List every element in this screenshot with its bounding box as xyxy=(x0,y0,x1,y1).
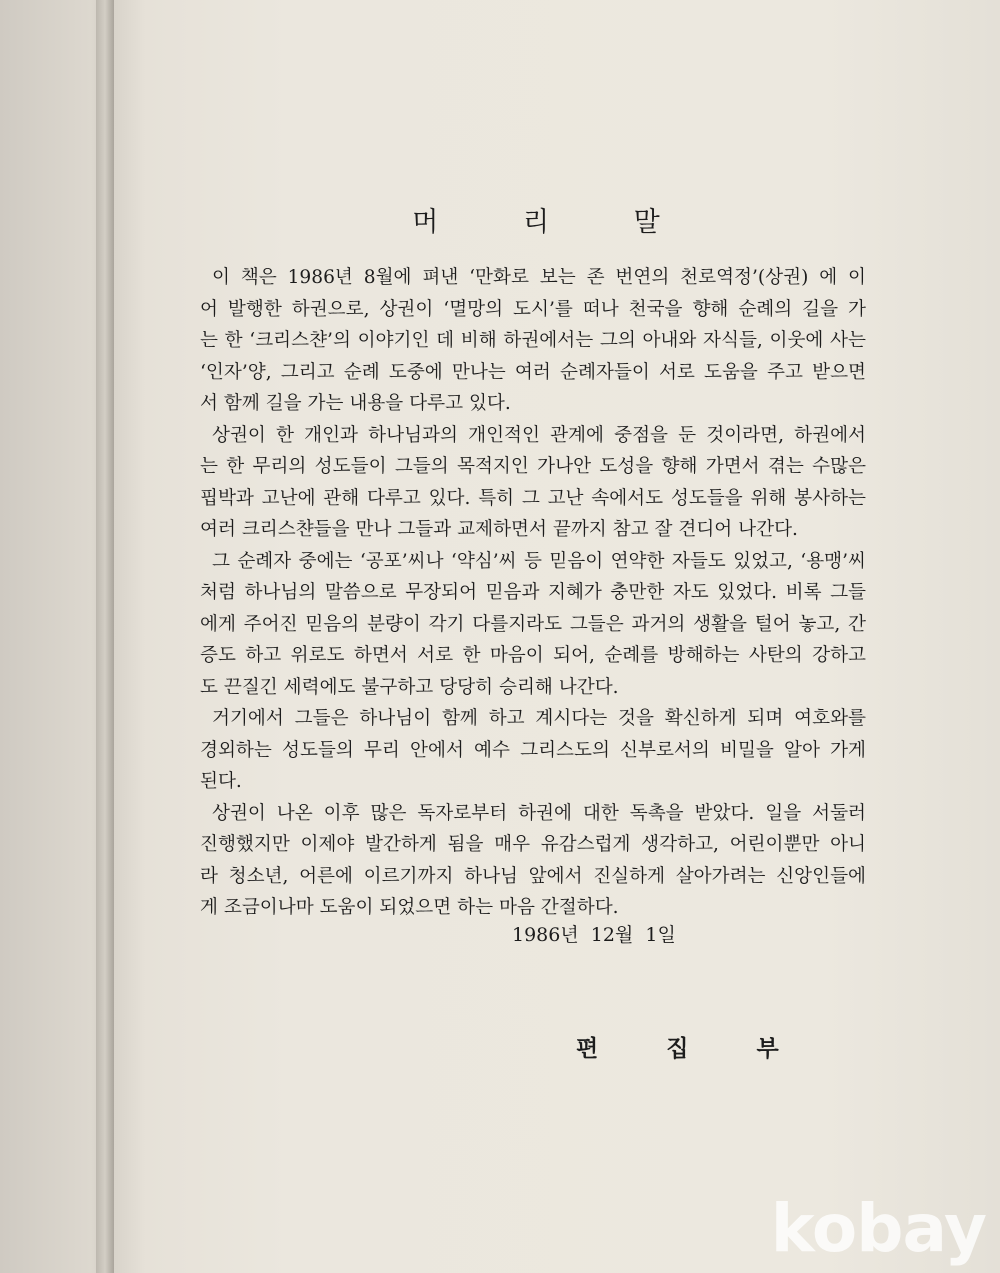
text-line: 거기에서 그들은 하나님이 함께 하고 계시다는 것을 확신하게 되며 여호와를 xyxy=(212,708,866,729)
text-line: ‘인자’양, 그리고 순례 도중에 만나는 여러 순례자들이 서로 도움을 주고 받으면 xyxy=(200,361,866,383)
text-line: 여러 크리스챤들을 만나 그들과 교제하면서 끝까지 참고 잘 견디어 나간다. xyxy=(200,519,798,540)
text-line: 그 순례자 중에는 ‘공포’씨나 ‘약심’씨 등 믿음이 연약한 자들도 있었고, ‘용맹’씨 xyxy=(212,550,866,572)
editor-signature: 편 집 부 xyxy=(576,1035,809,1062)
text-line: 된다. xyxy=(200,771,242,792)
text-line: 게 조금이나마 도움이 되었으면 하는 마음 간절하다. xyxy=(200,897,619,918)
text-line: 경외하는 성도들의 무리 안에서 예수 그리스도의 신부로서의 비밀을 알아 가게 xyxy=(200,739,866,761)
text-line: 도 끈질긴 세력에도 불구하고 당당히 승리해 나간다. xyxy=(200,676,619,698)
text-line: 진행했지만 이제야 발간하게 됨을 매우 유감스럽게 생각하고, 어린이뿐만 아니 xyxy=(200,834,866,855)
text-line: 에게 주어진 믿음의 분량이 각기 다를지라도 그들은 과거의 생활을 털어 놓고, 간 xyxy=(200,613,866,635)
kobay-watermark: kobay xyxy=(770,1190,986,1267)
text-line: 라 청소년, 어른에 이르기까지 하나님 앞에서 진실하게 살아가려는 신앙인들에 xyxy=(200,865,866,887)
text-line: 서 함께 길을 가는 내용을 다루고 있다. xyxy=(200,393,511,414)
text-line: 상권이 나온 이후 많은 독자로부터 하권에 대한 독촉을 받았다. 일을 서둘러 xyxy=(212,802,866,824)
page-gutter xyxy=(96,0,114,1273)
text-line: 이 책은 1986년 8월에 펴낸 ‘만화로 보는 존 번연의 천로역정’(상권) 에 이 xyxy=(212,267,866,288)
preface-heading: 머 리 말 xyxy=(412,207,698,238)
preface-body xyxy=(200,262,866,924)
text-line: 는 한 무리의 성도들이 그들의 목적지인 가나안 도성을 향해 가면서 겪는 수많은 xyxy=(200,456,866,477)
text-line: 상권이 한 개인과 하나님과의 개인적인 관계에 중점을 둔 것이라면, 하권에서 xyxy=(212,424,866,446)
text-line: 는 한 ‘크리스챤’의 이야기인 데 비해 하권에서는 그의 아내와 자식들, 이웃에 사는 xyxy=(200,330,866,351)
preface-date: 1986년 12월 1일 xyxy=(512,924,676,946)
text-line: 핍박과 고난에 관해 다루고 있다. 특히 그 고난 속에서도 성도들을 위해 봉사하는 xyxy=(200,487,866,509)
text-line: 처럼 하나님의 말씀으로 무장되어 믿음과 지혜가 충만한 자도 있었다. 비록 그들 xyxy=(200,582,866,603)
text-line: 증도 하고 위로도 하면서 서로 한 마음이 되어, 순례를 방해하는 사탄의 강하고 xyxy=(200,645,866,666)
text-line: 어 발행한 하권으로, 상권이 ‘멸망의 도시’를 떠나 천국을 향해 순례의 길을 가 xyxy=(200,298,866,320)
